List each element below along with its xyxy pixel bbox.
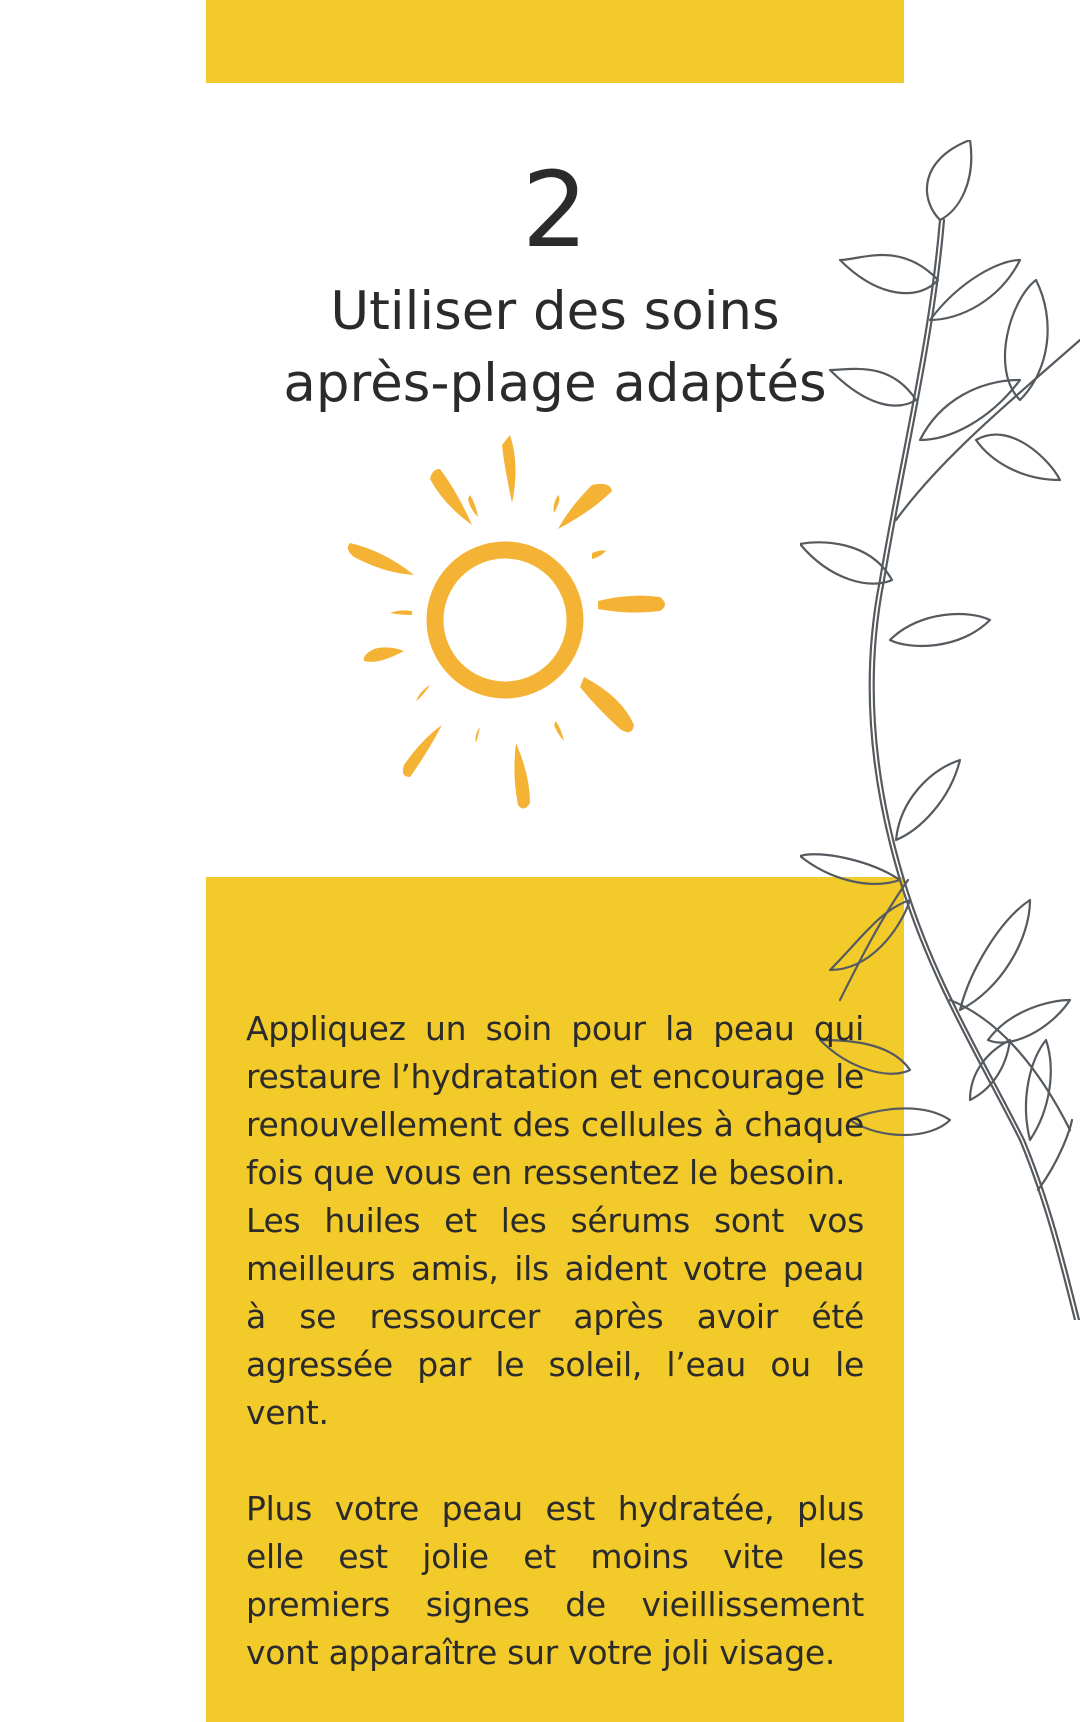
page-title-line-1: Utiliser des soins bbox=[330, 281, 780, 342]
page-title-line-2: après-plage adaptés bbox=[283, 353, 827, 414]
paragraph-oils-serums: Les huiles et les sérums sont vos meilleurs amis, ils aident votre peau à se ressourcer après avoir été agressée par le soleil, l’eau ou le vent. bbox=[246, 1201, 864, 1432]
top-yellow-band bbox=[206, 0, 904, 83]
paragraph-aging: Plus votre peau est hydratée, plus elle est jolie et moins vite les premiers signes de vieillissement vont apparaître sur votre joli visage. bbox=[246, 1489, 864, 1672]
body-text bbox=[246, 1005, 864, 1677]
sun-icon bbox=[330, 425, 760, 815]
paragraph-hydration: Appliquez un soin pour la peau qui restaure l’hydratation et encourage le renouvellement des cellules à chaque fois que vous en ressentez le besoin. bbox=[246, 1009, 864, 1192]
step-number: 2 bbox=[521, 149, 589, 271]
